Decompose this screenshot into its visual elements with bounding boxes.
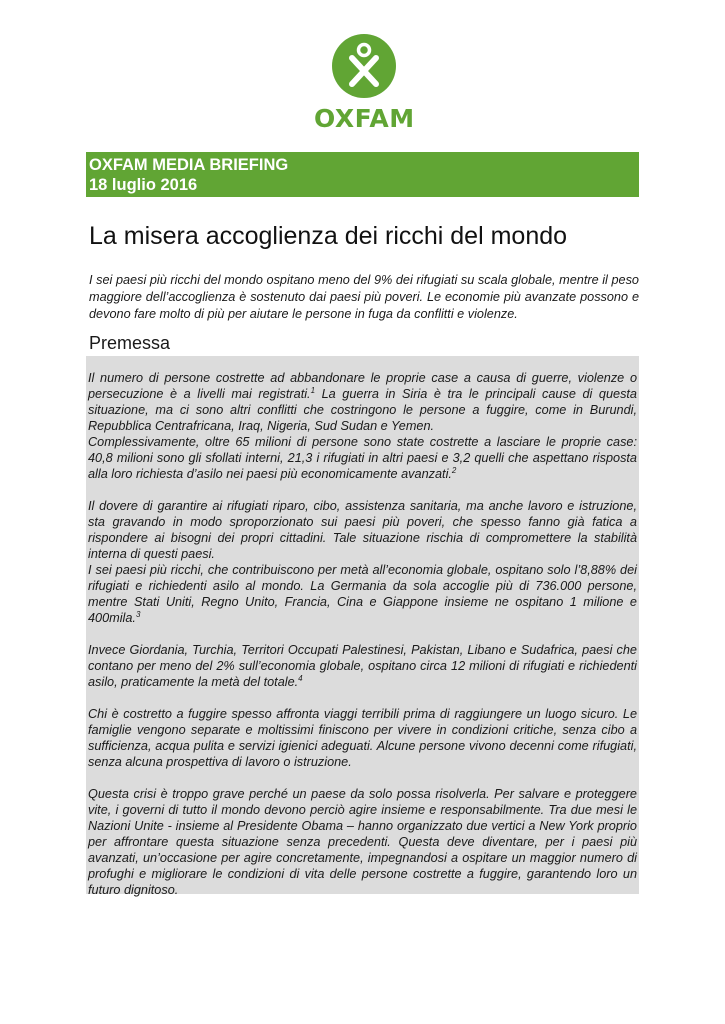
banner-label: OXFAM MEDIA BRIEFING bbox=[89, 156, 289, 174]
footnote-ref-4: 4 bbox=[298, 673, 303, 683]
oxfam-logo bbox=[314, 34, 414, 133]
paragraph-2 bbox=[88, 498, 637, 626]
paragraph-4: Chi è costretto a fuggire spesso affronta viaggi terribili prima di raggiungere un luogo sicuro. Le famiglie vengono separate e moltissimi finiscono per vivere in condizioni critiche, senza cibo a sufficienza, acqua pulita e servizi igienici adeguati. Alcune persone vivono decenni come rifugiati, senza alcuna prospettiva di lavoro o istruzione. bbox=[88, 707, 637, 769]
oxfam-logo-icon bbox=[332, 34, 396, 98]
paragraph-1-part-a: Il numero di persone costrette ad abbandonare le proprie case a causa di guerre, violenze o persecuzione è a livelli mai registrati. bbox=[88, 371, 637, 401]
paragraph-3-text: Invece Giordania, Turchia, Territori Occupati Palestinesi, Pakistan, Libano e Sudafrica, paesi che contano per meno del 2% sull’economia globale, ospitano circa 12 milioni di rifugiati e richiedenti asilo, praticamente la metà del totale. bbox=[88, 643, 637, 689]
intro-paragraph: I sei paesi più ricchi del mondo ospitano meno del 9% dei rifugiati su scala globale, mentre il peso maggiore dell’accoglienza è sostenuto dai paesi più poveri. Le economie più avanzate possono e devono fare molto di più per aiutare le persone in fuga da conflitti e violenze. bbox=[89, 273, 639, 321]
banner-date: 18 luglio 2016 bbox=[89, 176, 198, 194]
paragraph-1-part-b: La guerra in Siria è tra le principali cause di questa situazione, ma ci sono altri conflitti che costringono le persone a fuggire, come in Burundi, Repubblica Centrafricana, Iraq, Nigeria, Sud Sudan e Yemen. bbox=[88, 387, 637, 433]
oxfam-wordmark: OXFAM bbox=[314, 104, 415, 133]
paragraph-5: Questa crisi è troppo grave perché un paese da solo possa risolverla. Per salvare e proteggere vite, i governi di tutto il mondo devono perciò agire insieme e responsabilmente. Tra due mesi le Nazioni Unite - insieme al Presidente Obama – hanno organizzato due vertici a New York proprio per affrontare questa situazione senza precedenti. Questa deve diventare, per i paesi più avanzati, un’occasione per agire concretamente, impegnandosi a ospitare un maggior numero di profughi e migliorare le condizioni di vita delle persone costrette a fuggire, garantendo loro un futuro dignitoso. bbox=[88, 787, 637, 897]
premessa-box bbox=[86, 356, 639, 897]
document-title: La misera accoglienza dei ricchi del mondo bbox=[89, 222, 568, 250]
footnote-ref-3: 3 bbox=[135, 609, 141, 619]
footnote-ref-1: 1 bbox=[310, 385, 316, 395]
paragraph-2-part-a: Il dovere di garantire ai rifugiati riparo, cibo, assistenza sanitaria, ma anche lavoro e istruzione, sta gravando in modo sproporzionato sui paesi più poveri, che spesso fanno già fatica a rispondere ai bisogni dei propri cittadini. Tale situazione rischia di compromettere la stabilità interna di questi paesi. bbox=[88, 499, 637, 561]
media-briefing-banner bbox=[86, 152, 639, 197]
footnote-ref-2: 2 bbox=[451, 465, 457, 475]
paragraph-3 bbox=[88, 642, 637, 690]
paragraph-1 bbox=[88, 370, 637, 482]
paragraph-2-part-b: I sei paesi più ricchi, che contribuiscono per metà all’economia globale, ospitano solo l’8,88% dei rifugiati e richiedenti asilo al mondo. La Germania da sola accoglie più di 736.000 persone, mentre Stati Uniti, Regno Unito, Francia, Cina e Giappone insieme ne ospitano 1 milione e 400mila. bbox=[88, 563, 637, 625]
paragraph-1-part-c: Complessivamente, oltre 65 milioni di persone sono state costrette a lasciare le proprie case: 40,8 milioni sono gli sfollati interni, 21,3 i rifugiati in altri paesi e 3,2 quelli che aspettano risposta alla loro richiesta d’asilo nei paesi più economicamente avanzati. bbox=[88, 435, 637, 481]
section-heading-premessa: Premessa bbox=[89, 333, 171, 353]
